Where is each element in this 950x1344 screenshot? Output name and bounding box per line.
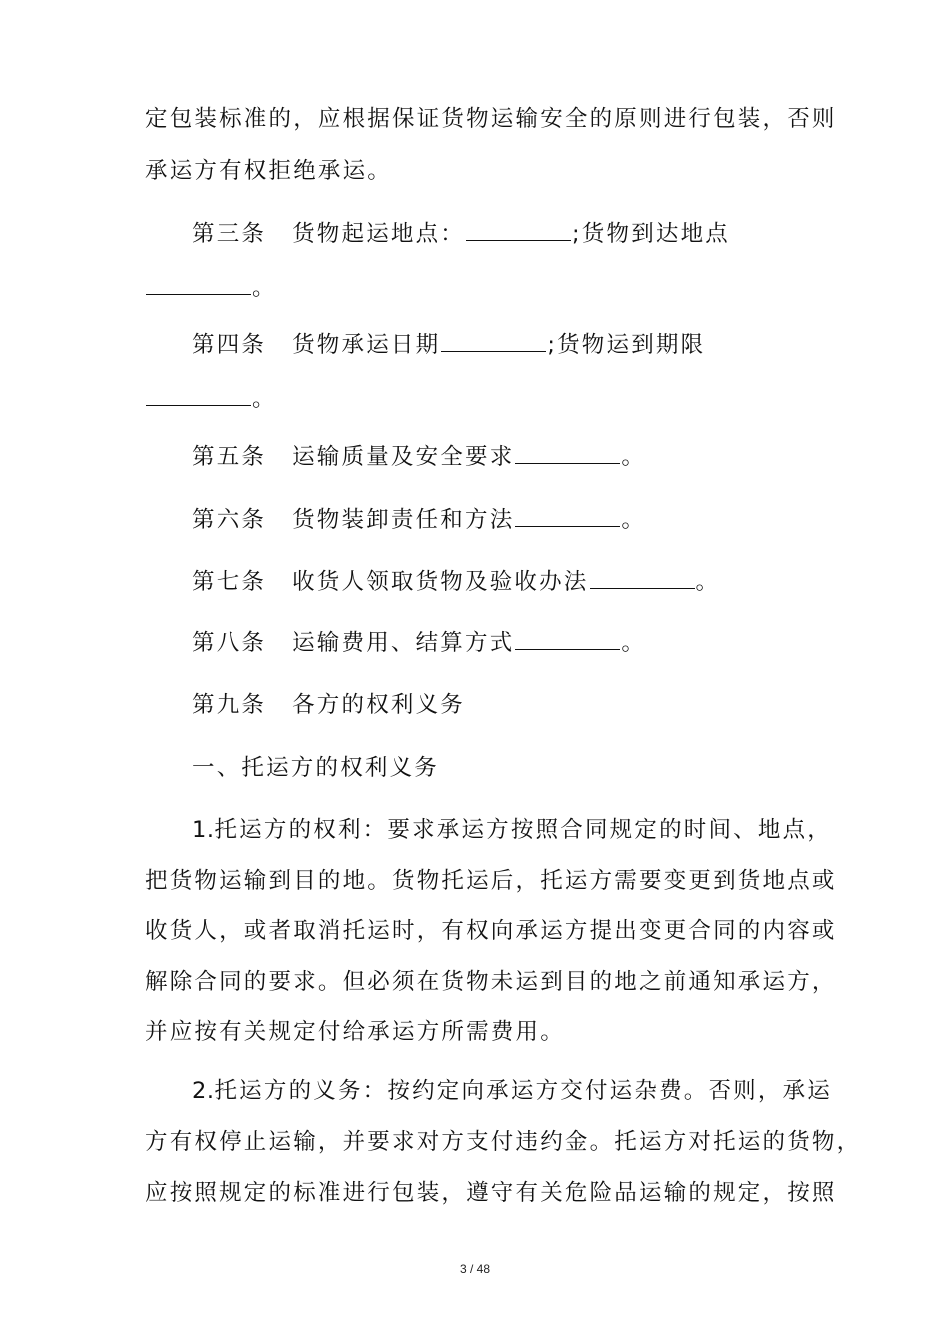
article-text: 收货人领取货物及验收办法: [292, 569, 589, 595]
article-3-cont: [145, 272, 825, 303]
article-9: [192, 690, 872, 720]
fill-blank: [146, 383, 251, 406]
fill-blank: [441, 329, 546, 352]
fill-blank: [515, 441, 620, 464]
period: 。: [621, 444, 647, 470]
article-number: 第三条: [192, 221, 267, 247]
period: 。: [695, 569, 721, 595]
text: 解除合同的要求。但必须在货物未运到目的地之前通知承运方，: [145, 969, 837, 995]
text: 把货物运输到目的地。货物托运后，托运方需要变更到货地点或: [145, 868, 837, 894]
text: 托运方的义务：按约定向承运方交付运杂费。否则，承运: [214, 1078, 832, 1104]
fill-blank: [146, 272, 251, 295]
article-text: 运输费用、结算方式: [292, 630, 515, 656]
article-3: [192, 218, 872, 249]
article-text: 运输质量及安全要求: [292, 444, 515, 470]
article-text: 货物承运日期: [292, 332, 441, 358]
paragraph-line: [145, 104, 837, 134]
article-4: [192, 329, 872, 360]
article-number: 第四条: [192, 332, 267, 358]
text: 方有权停止运输，并要求对方支付违约金。托运方对托运的货物，: [145, 1129, 862, 1155]
article-number: 第六条: [192, 507, 267, 533]
clause-number: 2.: [192, 1078, 215, 1104]
article-text: ;货物到达地点: [572, 221, 730, 247]
paragraph-line: [145, 1178, 837, 1208]
fill-blank: [590, 566, 695, 589]
article-number: 第八条: [192, 630, 267, 656]
fill-blank: [466, 218, 571, 241]
period: 。: [252, 275, 277, 301]
paragraph-line: [145, 866, 837, 896]
text: 收货人，或者取消托运时，有权向承运方提出变更合同的内容或: [145, 918, 837, 944]
paragraph-line: [145, 916, 837, 946]
text: 定包装标准的，应根据保证货物运输安全的原则进行包装，否则: [145, 106, 837, 132]
section-heading: [192, 753, 872, 783]
article-5: [192, 441, 872, 472]
page-number: 3 / 48: [459, 1262, 491, 1276]
article-text: ;货物运到期限: [547, 332, 706, 358]
fill-blank: [515, 627, 620, 650]
text: 托运方的权利：要求承运方按照合同规定的时间、地点，: [214, 817, 832, 843]
article-text: 货物装卸责任和方法: [292, 507, 515, 533]
article-text: 各方的权利义务: [292, 692, 466, 718]
clause-1-line: [192, 815, 872, 845]
fill-blank: [515, 504, 620, 527]
period: 。: [252, 386, 277, 412]
article-number: 第九条: [192, 692, 267, 718]
text: 并应按有关规定付给承运方所需费用。: [145, 1019, 565, 1045]
article-7: [192, 566, 872, 597]
paragraph-line: [145, 1017, 825, 1047]
paragraph-line: [145, 1127, 862, 1157]
article-4-cont: [145, 383, 825, 414]
period: 。: [621, 630, 647, 656]
article-8: [192, 627, 872, 658]
clause-number: 1.: [192, 817, 215, 843]
clause-2-line: [192, 1076, 872, 1106]
period: 。: [621, 507, 647, 533]
text: 承运方有权拒绝承运。: [145, 158, 393, 184]
text: 一、托运方的权利义务: [192, 755, 440, 781]
article-number: 第五条: [192, 444, 267, 470]
paragraph-line: [145, 967, 837, 997]
article-6: [192, 504, 872, 535]
text: 应按照规定的标准进行包装，遵守有关危险品运输的规定，按照: [145, 1180, 837, 1206]
article-number: 第七条: [192, 569, 267, 595]
paragraph-line: [145, 156, 825, 186]
article-text: 货物起运地点：: [292, 221, 466, 247]
